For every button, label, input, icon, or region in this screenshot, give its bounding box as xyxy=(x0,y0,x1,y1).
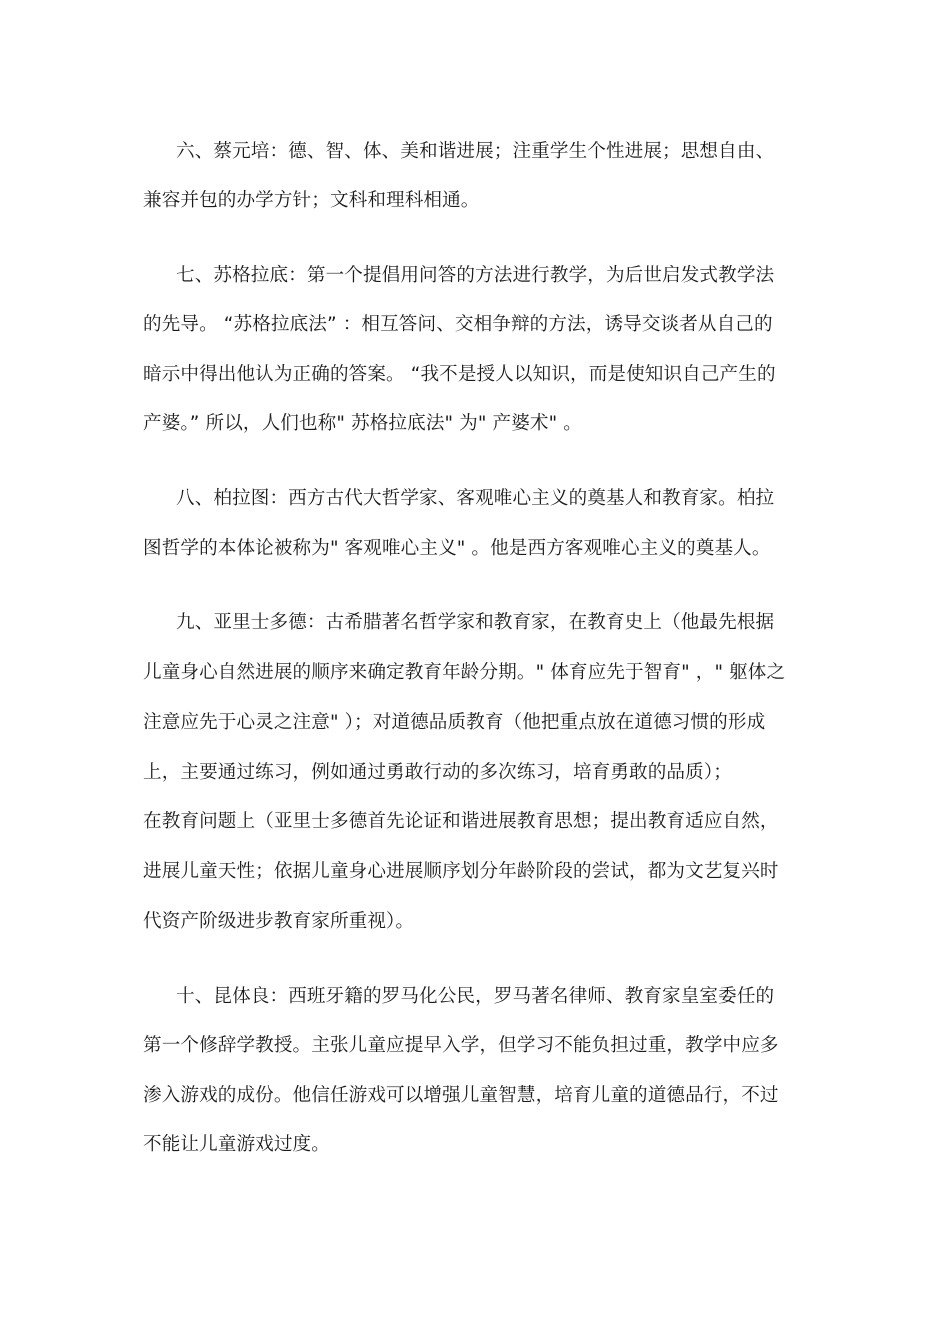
text-line: 儿童身心自然进展的顺序来确定教育年龄分期。" 体育应先于智育" ，" 躯体之 xyxy=(143,662,786,683)
text-line: 八、柏拉图：西方古代大哲学家、客观唯心主义的奠基人和教育家。柏拉 xyxy=(176,488,775,509)
text-line: 不能让儿童游戏过度。 xyxy=(143,1134,330,1155)
text-line: 第一个修辞学教授。主张儿童应提早入学，但学习不能负担过重，教学中应多 xyxy=(143,1035,779,1056)
text-line: 的先导。 “苏格拉底法” ：相互答问、交相争辩的方法，诱导交谈者从自己的 xyxy=(143,314,773,335)
text-line: 产婆。” 所以，人们也称" 苏格拉底法" 为" 产婆术" 。 xyxy=(143,413,582,434)
text-line: 代资产阶级进步教育家所重视）。 xyxy=(143,911,415,932)
text-line: 图哲学的本体论被称为" 客观唯心主义" 。他是西方客观唯心主义的奠基人。 xyxy=(143,538,771,559)
text-line: 上，主要通过练习，例如通过勇敢行动的多次练习，培育勇敢的品质）； xyxy=(143,762,732,783)
text-line: 兼容并包的办学方针；文科和理科相通。 xyxy=(143,190,480,211)
text-line: 注意应先于心灵之注意" ）；对道德品质教育（他把重点放在道德习惯的形成 xyxy=(143,712,766,733)
text-line: 进展儿童天性；依据儿童身心进展顺序划分年龄阶段的尝试，都为文艺复兴时 xyxy=(143,861,779,882)
text-line: 七、苏格拉底：第一个提倡用问答的方法进行教学，为后世启发式教学法 xyxy=(176,265,775,286)
text-line: 六、蔡元培：德、智、体、美和谐进展；注重学生个性进展；思想自由、 xyxy=(176,141,775,162)
text-line: 渗入游戏的成份。他信任游戏可以增强儿童智慧，培育儿童的道德品行，不过 xyxy=(143,1085,779,1106)
text-line: 在教育问题上（亚里士多德首先论证和谐进展教育思想；提出教育适应自然， xyxy=(143,811,779,832)
text-line: 九、亚里士多德：古希腊著名哲学家和教育家，在教育史上（他最先根据 xyxy=(176,612,775,633)
text-line: 十、昆体良：西班牙籍的罗马化公民，罗马著名律师、教育家皇室委任的 xyxy=(176,986,775,1007)
text-line: 暗示中得出他认为正确的答案。 “我不是授人以知识，而是使知识自己产生的 xyxy=(143,364,776,385)
